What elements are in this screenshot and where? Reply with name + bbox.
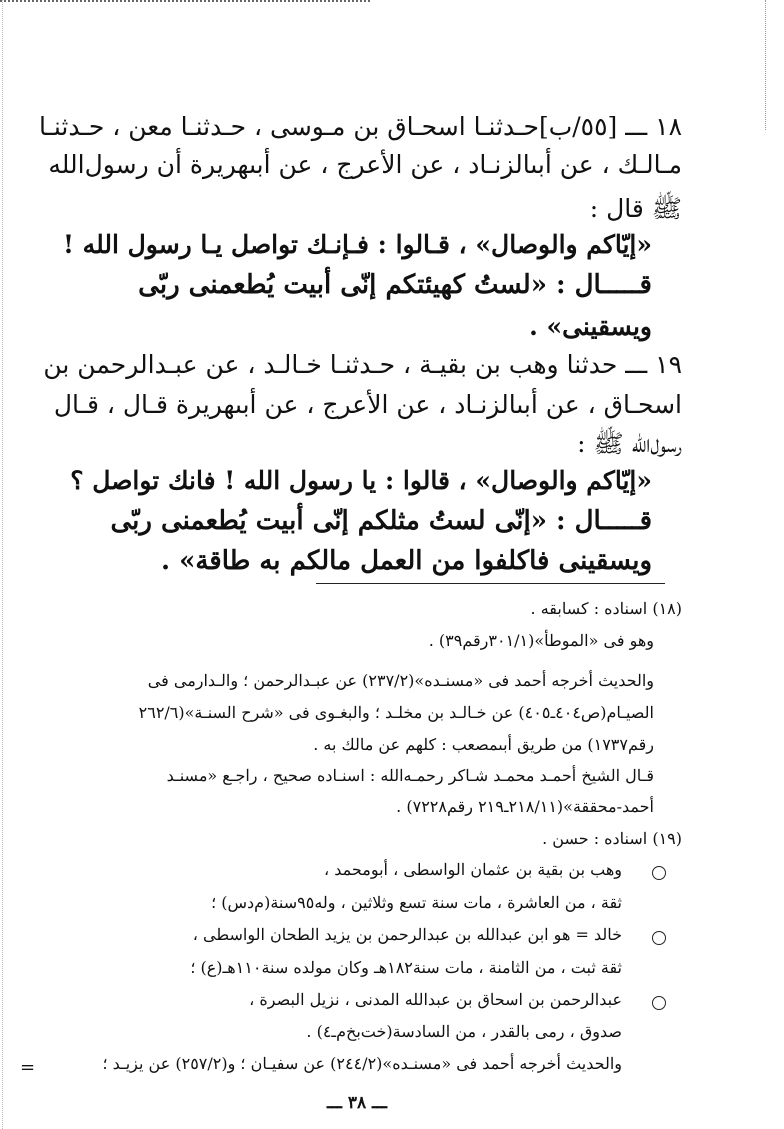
hadith-19-line-1: ١٩ ـــ حدثنا وهب بن بقيـة ، حـدثنـا خـالـد ، عن عبـدالرحمن بن [43,350,682,379]
hadith-19-line-3: رسول‌الله ﷺ : [577,429,682,458]
hadith-18-line-1: ١٨ ـــ [٥٥/ب]حـدثنـا اسحـاق بن مـوسى ، حـدثنـا معن ، حـدثنـا [38,112,682,141]
hadith-18-line-5: قـــــال : «لستُ كهيئتكم إنّى أبيت يُطعمنى ربّى [138,270,652,300]
hadith-18-line-6: ويسقينى» . [529,312,652,341]
scan-right-edge [765,0,766,130]
note-18-line-7: أحمد-محققة»(٢١٨/١١ـ٢١٩ رقم٧٢٢٨) . [396,797,654,816]
note-19-narrator-1: وهب بن بقية بن عثمان الواسطى ، أبومحمد ، [324,860,622,879]
hadith-18-line-4: «إيّاكم والوصال» ، قـالوا : فـإنـك تواصل يـا رسول الله ! [62,230,652,259]
note-19-narrator-2-grade: ثقة ثبت ، من الثامنة ، مات سنة١٨٢هـ وكان مولده سنة١١٠هـ(ع) ؛ [190,958,622,977]
hadith-19-line-5: قـــــال : «إنّى لستُ مثلكم إنّى أبيت يُطعمنى ربّى [110,506,652,536]
note-19-narrator-2: خالد = هو ابن عبدالله بن عبدالرحمن بن يزيد الطحان الواسطى ، [192,925,622,944]
page-number: ـــ ٣٨ ـــ [326,1093,387,1113]
note-19-last-line: والحديث أخرجه أحمد فى «مسنـده»(٢٤٤/٢) عن سفيـان ؛ و(٢٥٧/٢) عن يزيـد ؛ [102,1054,622,1073]
bullet-circle-icon [652,866,666,880]
note-19-narrator-3: عبدالرحمن بن اسحاق بن عبدالله المدنى ، نزيل البصرة ، [249,990,622,1009]
note-18-line-5: رقم١٧٣٧) من طريق أبىمصعب : كلهم عن مالك به . [313,735,654,754]
hadith-18-line-2: مـالـك ، عن أبىالزنـاد ، عن الأعرج ، عن أبىهريرة أن رسول‌الله [48,150,682,179]
hadith-18-line-3: ﷺ قال : [589,194,682,223]
note-18-line-1: (١٨) اسناده : كسابقه . [530,599,682,618]
footnote-separator [316,583,665,584]
note-18-line-3: والحديث أخرجه أحمد فى «مسنـده»(٢٣٧/٢) عن عبـدالرحمن ؛ والـدارمى فى [147,671,654,690]
hadith-19-line-2: اسحـاق ، عن أبىالزنـاد ، عن الأعرج ، عن أبىهريرة قـال ، قـال [53,390,682,419]
bullet-circle-icon [652,931,666,945]
note-19-narrator-1-grade: ثقة ، من العاشرة ، مات سنة تسع وثلاثين ، وله٩٥سنة(م‌دس) ؛ [211,893,622,912]
bullet-circle-icon [652,996,666,1010]
note-18-line-4: الصيـام(ص٤٠٤ـ٤٠٥) عن خـالـد بن مخلـد ؛ والبغـوى فى «شرح السنـة»(٢٦٢/٦ [138,703,654,722]
scan-left-edge [2,0,3,1129]
hadith-19-line-4: «إيّاكم والوصال» ، قالوا : يا رسول الله ! فانك تواصل ؟ [70,466,652,495]
continuation-mark: = [20,1057,36,1078]
hadith-19-line-6: ويسقينى فاكلفوا من العمل مالكم به طاقة» . [160,546,652,576]
scan-top-edge [0,0,370,2]
note-19-line-1: (١٩) اسناده : حسن . [542,829,682,848]
note-18-line-2: وهو فى «الموطأ»(٣٠١/١رقم٣٩) . [428,631,654,650]
note-18-line-6: قـال الشيخ أحمـد محمـد شـاكر رحمـه‌الله : اسنـاده صحيح ، راجـع «مسنـد [166,766,654,785]
note-19-narrator-3-grade: صدوق ، رمى بالقدر ، من السادسة(خت‌بخ‌م‌ـ٤) . [306,1022,622,1041]
